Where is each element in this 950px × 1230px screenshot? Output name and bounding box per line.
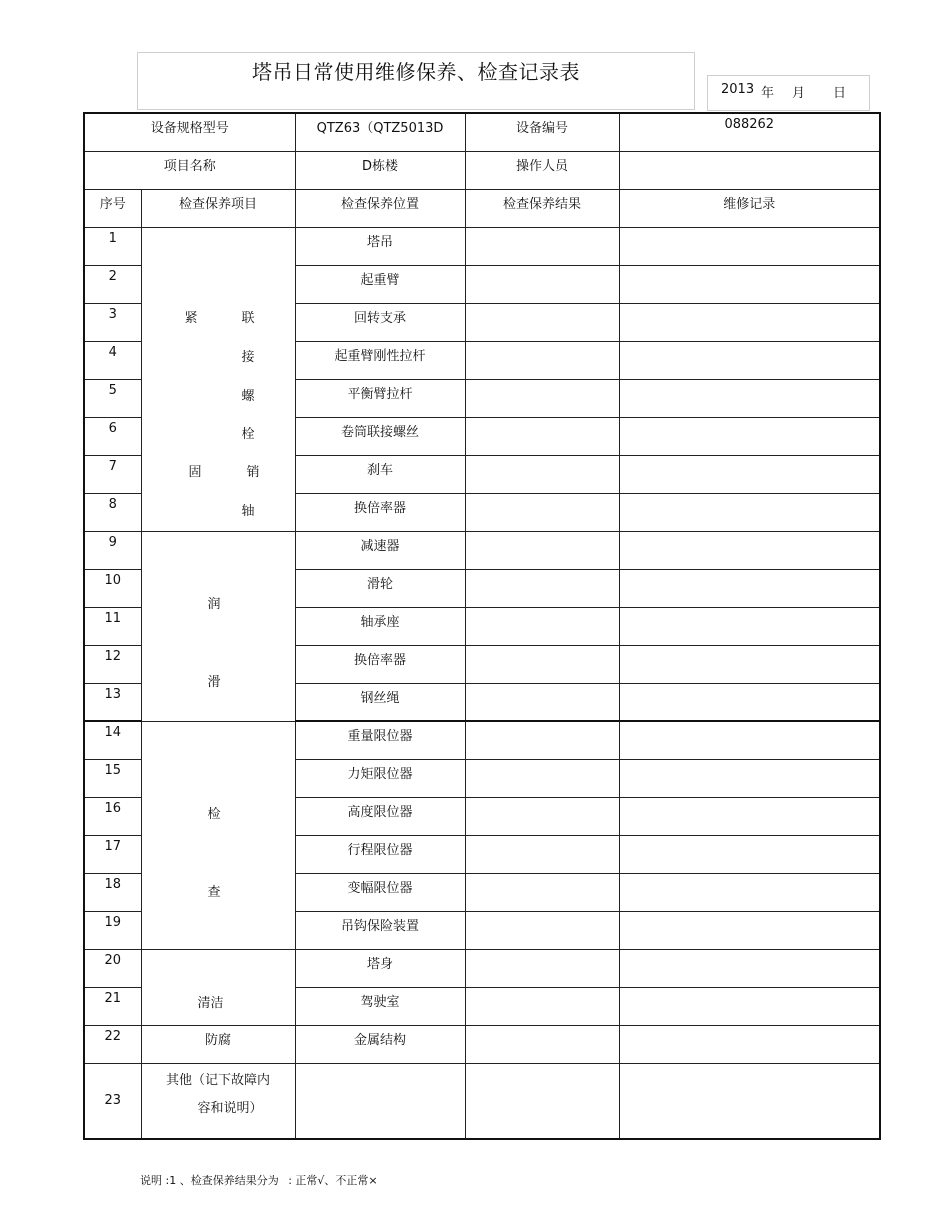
row-repair[interactable] bbox=[619, 797, 880, 835]
group-other bbox=[141, 1063, 295, 1139]
row-repair[interactable] bbox=[619, 1025, 880, 1063]
row-position[interactable] bbox=[295, 1063, 465, 1139]
row-position: 换倍率器 bbox=[295, 645, 465, 683]
col-position-header: 检查保养位置 bbox=[295, 189, 465, 227]
table-row bbox=[84, 227, 880, 265]
row-result[interactable] bbox=[465, 987, 619, 1025]
table-row bbox=[84, 1025, 880, 1063]
group-clean bbox=[141, 949, 295, 1025]
row-position: 力矩限位器 bbox=[295, 759, 465, 797]
group-char: 润 bbox=[207, 596, 221, 612]
row-position: 减速器 bbox=[295, 531, 465, 569]
group-label: 清洁 bbox=[197, 995, 224, 1011]
row-repair[interactable] bbox=[619, 265, 880, 303]
row-result[interactable] bbox=[465, 379, 619, 417]
row-no: 13 bbox=[84, 683, 141, 721]
row-repair[interactable] bbox=[619, 417, 880, 455]
title-box bbox=[137, 52, 695, 110]
row-position: 高度限位器 bbox=[295, 797, 465, 835]
row-result[interactable] bbox=[465, 645, 619, 683]
row-position: 滑轮 bbox=[295, 569, 465, 607]
row-repair[interactable] bbox=[619, 607, 880, 645]
other-line-2: 容和说明） bbox=[197, 1100, 263, 1116]
row-position: 平衡臂拉杆 bbox=[295, 379, 465, 417]
row-repair[interactable] bbox=[619, 455, 880, 493]
table-row bbox=[84, 949, 880, 987]
row-position: 驾驶室 bbox=[295, 987, 465, 1025]
row-no: 16 bbox=[84, 797, 141, 835]
row-position: 刹车 bbox=[295, 455, 465, 493]
row-position: 起重臂刚性拉杆 bbox=[295, 341, 465, 379]
row-position: 起重臂 bbox=[295, 265, 465, 303]
row-no: 15 bbox=[84, 759, 141, 797]
project-value: D栋楼 bbox=[295, 151, 465, 189]
date-month-label: 月 bbox=[792, 86, 806, 101]
row-result[interactable] bbox=[465, 303, 619, 341]
row-position: 吊钩保险装置 bbox=[295, 911, 465, 949]
row-repair[interactable] bbox=[619, 493, 880, 531]
record-table bbox=[83, 112, 881, 1140]
equipment-no-value: 088262 bbox=[619, 113, 880, 151]
row-result[interactable] bbox=[465, 759, 619, 797]
row-repair[interactable] bbox=[619, 1063, 880, 1139]
row-result[interactable] bbox=[465, 1025, 619, 1063]
row-result[interactable] bbox=[465, 911, 619, 949]
row-result[interactable] bbox=[465, 341, 619, 379]
row-repair[interactable] bbox=[619, 303, 880, 341]
row-repair[interactable] bbox=[619, 341, 880, 379]
row-repair[interactable] bbox=[619, 531, 880, 569]
model-label: 设备规格型号 bbox=[84, 113, 295, 151]
group-char: 紧 bbox=[184, 310, 198, 326]
row-repair[interactable] bbox=[619, 949, 880, 987]
row-no: 12 bbox=[84, 645, 141, 683]
row-no: 6 bbox=[84, 417, 141, 455]
page-title: 塔吊日常使用维修保养、检查记录表 bbox=[252, 60, 580, 84]
operator-value[interactable] bbox=[619, 151, 880, 189]
row-position: 轴承座 bbox=[295, 607, 465, 645]
row-result[interactable] bbox=[465, 873, 619, 911]
row-repair[interactable] bbox=[619, 645, 880, 683]
col-item-header: 检查保养项目 bbox=[141, 189, 295, 227]
row-no: 1 bbox=[84, 227, 141, 265]
row-result[interactable] bbox=[465, 607, 619, 645]
row-no: 10 bbox=[84, 569, 141, 607]
row-result[interactable] bbox=[465, 493, 619, 531]
row-no: 4 bbox=[84, 341, 141, 379]
row-repair[interactable] bbox=[619, 987, 880, 1025]
group-anticorrosion: 防腐 bbox=[141, 1025, 295, 1063]
row-position: 换倍率器 bbox=[295, 493, 465, 531]
model-value: QTZ63（QTZ5013D bbox=[295, 113, 465, 151]
row-position: 行程限位器 bbox=[295, 835, 465, 873]
row-repair[interactable] bbox=[619, 873, 880, 911]
row-position: 变幅限位器 bbox=[295, 873, 465, 911]
other-line-1: 其他（记下故障内 bbox=[166, 1072, 271, 1088]
group-inspect bbox=[141, 721, 295, 949]
row-no: 7 bbox=[84, 455, 141, 493]
row-no: 20 bbox=[84, 949, 141, 987]
group-char: 检 bbox=[207, 806, 221, 822]
col-result-header: 检查保养结果 bbox=[465, 189, 619, 227]
row-repair[interactable] bbox=[619, 759, 880, 797]
row-no: 23 bbox=[84, 1063, 141, 1139]
group-char: 接 bbox=[241, 349, 255, 365]
group-char: 固 bbox=[188, 464, 202, 480]
row-no: 22 bbox=[84, 1025, 141, 1063]
footnote-prefix: 说明 :1 、检查保养结果分为 bbox=[140, 1174, 279, 1187]
date-year: 2013 bbox=[721, 82, 755, 97]
footnote-text: : 正常√、不正常× bbox=[288, 1174, 378, 1187]
row-result[interactable] bbox=[465, 683, 619, 721]
row-no: 17 bbox=[84, 835, 141, 873]
row-position: 金属结构 bbox=[295, 1025, 465, 1063]
row-repair[interactable] bbox=[619, 721, 880, 759]
row-result[interactable] bbox=[465, 417, 619, 455]
row-no: 14 bbox=[84, 721, 141, 759]
group-char: 栓 bbox=[241, 426, 255, 442]
table-row bbox=[84, 531, 880, 569]
row-repair[interactable] bbox=[619, 683, 880, 721]
row-result[interactable] bbox=[465, 265, 619, 303]
equipment-no-label: 设备编号 bbox=[465, 113, 619, 151]
row-repair[interactable] bbox=[619, 379, 880, 417]
group-lubricate bbox=[141, 531, 295, 721]
row-position: 钢丝绳 bbox=[295, 683, 465, 721]
row-result[interactable] bbox=[465, 835, 619, 873]
group-char: 螺 bbox=[241, 388, 255, 404]
row-result[interactable] bbox=[465, 569, 619, 607]
row-no: 18 bbox=[84, 873, 141, 911]
group-fasten bbox=[141, 227, 295, 531]
row-repair[interactable] bbox=[619, 911, 880, 949]
group-char: 销 bbox=[246, 464, 260, 480]
group-char: 联 bbox=[241, 310, 255, 326]
row-no: 3 bbox=[84, 303, 141, 341]
row-no: 19 bbox=[84, 911, 141, 949]
row-result[interactable] bbox=[465, 455, 619, 493]
operator-label: 操作人员 bbox=[465, 151, 619, 189]
row-repair[interactable] bbox=[619, 569, 880, 607]
row-no: 11 bbox=[84, 607, 141, 645]
date-box bbox=[707, 75, 870, 111]
group-char: 查 bbox=[207, 884, 221, 900]
row-result[interactable] bbox=[465, 797, 619, 835]
row-position: 卷筒联接螺丝 bbox=[295, 417, 465, 455]
project-label: 项目名称 bbox=[84, 151, 295, 189]
row-position: 回转支承 bbox=[295, 303, 465, 341]
row-repair[interactable] bbox=[619, 835, 880, 873]
row-result[interactable] bbox=[465, 1063, 619, 1139]
group-char: 滑 bbox=[207, 674, 221, 690]
row-repair[interactable] bbox=[619, 227, 880, 265]
col-repair-header: 维修记录 bbox=[619, 189, 880, 227]
row-result[interactable] bbox=[465, 531, 619, 569]
group-char: 轴 bbox=[241, 503, 255, 519]
row-no: 2 bbox=[84, 265, 141, 303]
footnote bbox=[140, 1172, 384, 1188]
date-day-label: 日 bbox=[833, 86, 847, 101]
date-year-label: 年 bbox=[761, 86, 775, 101]
table-row bbox=[84, 721, 880, 759]
row-position: 塔身 bbox=[295, 949, 465, 987]
row-no: 8 bbox=[84, 493, 141, 531]
row-no: 9 bbox=[84, 531, 141, 569]
col-no-header: 序号 bbox=[84, 189, 141, 227]
row-position: 塔吊 bbox=[295, 227, 465, 265]
row-result[interactable] bbox=[465, 949, 619, 987]
row-result[interactable] bbox=[465, 227, 619, 265]
table-row bbox=[84, 1063, 880, 1139]
row-no: 5 bbox=[84, 379, 141, 417]
row-result[interactable] bbox=[465, 721, 619, 759]
row-no: 21 bbox=[84, 987, 141, 1025]
row-position: 重量限位器 bbox=[295, 721, 465, 759]
